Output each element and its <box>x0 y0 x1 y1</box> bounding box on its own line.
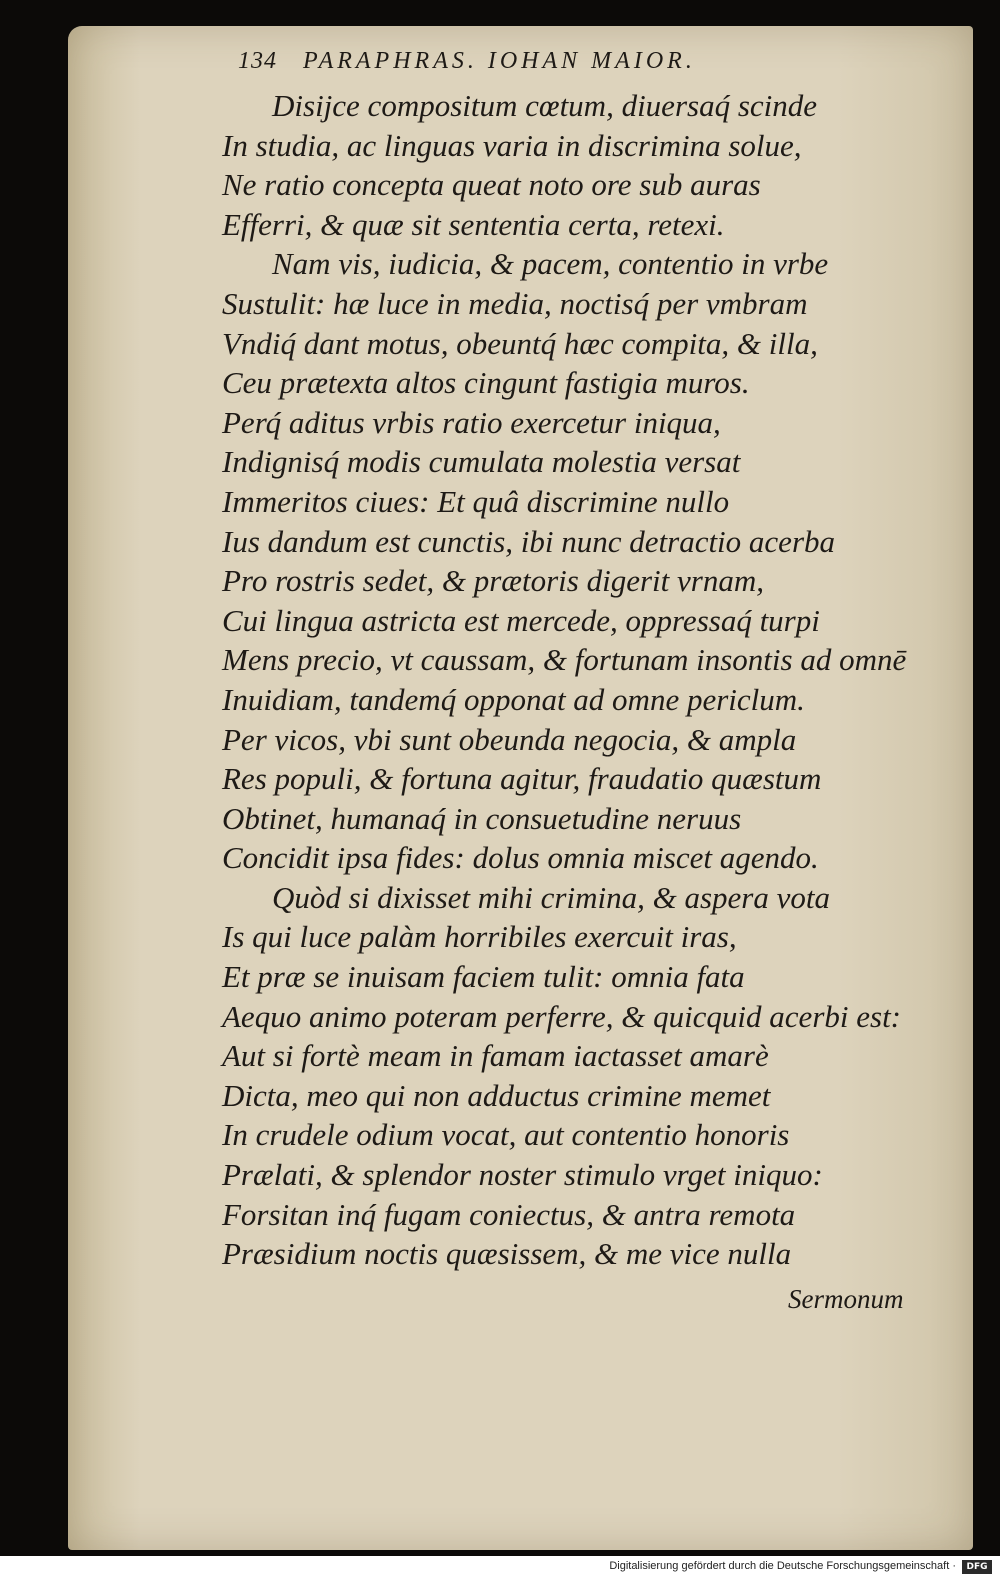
page-number: 134 <box>238 48 277 74</box>
verse-line: In crudele odium vocat, aut contentio honoris <box>222 1117 790 1153</box>
verse-line: Ne ratio concepta queat noto ore sub auras <box>222 167 761 203</box>
verse-line: Sustulit: hæ luce in media, noctisq́ per vmbram <box>222 285 808 321</box>
verse-text <box>222 86 962 1274</box>
verse-line: Ius dandum est cunctis, ibi nunc detractio acerba <box>222 523 836 559</box>
funding-credit: Digitalisierung gefördert durch die Deutsche Forschungsgemeinschaft · <box>609 1560 956 1572</box>
verse-line: Indignisq́ modis cumulata molestia versat <box>222 444 741 480</box>
verse-line: Et præ se inuisam faciem tulit: omnia fata <box>222 959 745 995</box>
verse-line: Immeritos ciues: Et quâ discrimine nullo <box>222 483 730 519</box>
running-header <box>238 48 696 75</box>
verse-line: Aequo animo poteram perferre, & quicquid acerbi est: <box>222 998 902 1034</box>
verse-line: Nam vis, iudicia, & pacem, contentio in vrbe <box>272 246 829 282</box>
verse-line: Præsidium noctis quæsissem, & me vice nulla <box>222 1236 792 1272</box>
verse-line: Aut si fortè meam in famam iactasset amarè <box>222 1038 769 1074</box>
verse-line: Obtinet, humanaq́ in consuetudine neruus <box>222 800 742 836</box>
verse-line: Res populi, & fortuna agitur, fraudatio quæstum <box>222 761 822 797</box>
verse-line: Is qui luce palàm horribiles exercuit iras, <box>222 919 737 955</box>
verse-line: Perq́ aditus vrbis ratio exercetur iniqua, <box>222 404 721 440</box>
verse-line: Concidit ipsa fides: dolus omnia miscet agendo. <box>222 840 819 876</box>
catchword: Sermonum <box>788 1284 904 1314</box>
verse-line: Dicta, meo qui non adductus crimine memet <box>222 1077 771 1113</box>
verse-line: Forsitan inq́ fugam coniectus, & antra remota <box>222 1196 796 1232</box>
verse-line: In studia, ac linguas varia in discrimina solue, <box>222 127 802 163</box>
verse-line: Mens precio, vt caussam, & fortunam insontis ad omnē <box>222 642 907 678</box>
verse-line: Vndiq́ dant motus, obeuntq́ hæc compita, & illa, <box>222 325 818 361</box>
verse-line: Per vicos, vbi sunt obeunda negocia, & ampla <box>222 721 797 757</box>
verse-line: Pro rostris sedet, & prætoris digerit vrnam, <box>222 563 764 599</box>
verse-line: Prælati, & splendor noster stimulo vrget iniquo: <box>222 1157 823 1193</box>
verse-line: Cui lingua astricta est mercede, oppressaq́ turpi <box>222 602 820 638</box>
verse-line: Inuidiam, tandemq́ opponat ad omne periclum. <box>222 681 805 717</box>
verse-line: Quòd si dixisset mihi crimina, & aspera vota <box>272 879 830 915</box>
running-title: PARAPHRAS. IOHAN MAIOR. <box>303 48 696 74</box>
verse-line: Ceu prætexta altos cingunt fastigia muros. <box>222 365 750 401</box>
footer-bar <box>0 1556 1000 1580</box>
dfg-logo: DFG <box>962 1560 992 1574</box>
verse-line: Disijce compositum cœtum, diuersaq́ scinde <box>272 88 818 123</box>
verse-line: Efferri, & quæ sit sententia certa, retexi. <box>222 206 725 242</box>
